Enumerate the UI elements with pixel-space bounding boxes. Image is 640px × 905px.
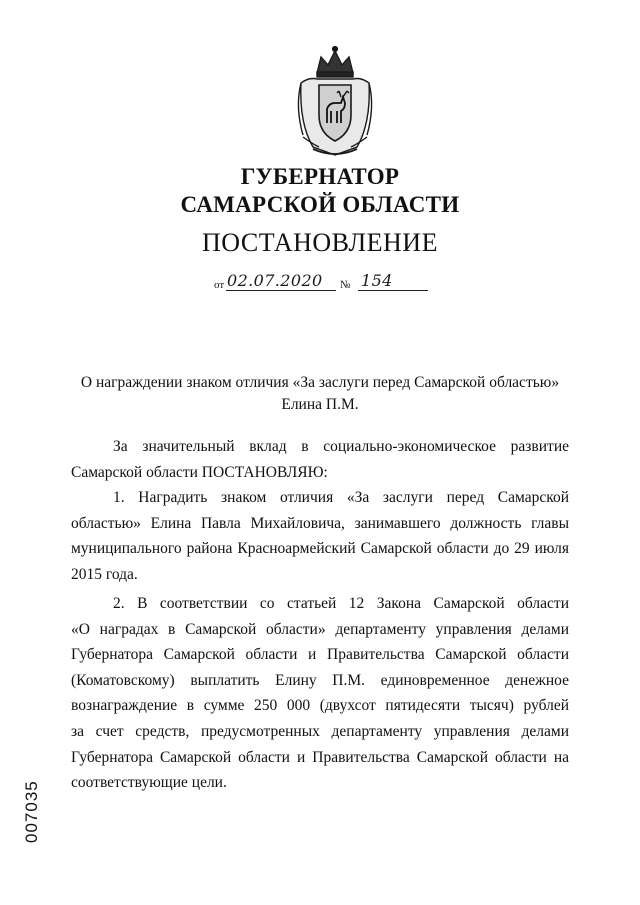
coat-of-arms-icon bbox=[291, 43, 379, 159]
paragraph-line: муниципального района Красноармейский Самарской области до 29 июля bbox=[71, 540, 569, 558]
side-stamp-wrapper bbox=[22, 780, 41, 844]
registration-row bbox=[214, 271, 434, 295]
region-title: САМАРСКОЙ ОБЛАСТИ bbox=[180, 192, 460, 217]
paragraph-line: за счет средств, предусмотренных департаменту управления делами bbox=[71, 723, 569, 740]
paragraph-line: областью» Елина Павла Михайловича, занимавшего должность главы bbox=[71, 514, 569, 532]
paragraph-line: соответствующие цели. bbox=[71, 774, 227, 792]
paragraph-line: 2. В соответствии со статьей 12 Закона Самарской области bbox=[113, 595, 569, 612]
paragraph-line: Губернатора Самарской области и Правительства Самарской области bbox=[71, 646, 569, 664]
document-serial-stamp: 007035 bbox=[22, 780, 41, 843]
paragraph-line: 1. Наградить знаком отличия «За заслуги перед Самарской bbox=[113, 489, 569, 506]
paragraph-line: «О наградах в Самарской области» департаменту управления делами bbox=[71, 620, 569, 638]
handwritten-date: 02.07.2020 bbox=[227, 271, 323, 290]
date-label: от bbox=[214, 279, 225, 291]
paragraph-line: (Коматовскому) выплатить Елину П.М. единовременное денежное bbox=[71, 671, 569, 689]
handwritten-number: 154 bbox=[361, 271, 393, 290]
subject-line: О награждении знаком отличия «За заслуги перед Самарской областью» bbox=[80, 374, 560, 391]
number-underline bbox=[358, 290, 428, 291]
subject-line: Елина П.М. bbox=[281, 396, 359, 413]
paragraph-line: вознаграждение в сумме 250 000 (двухсот пятидесяти тысяч) рублей bbox=[71, 697, 569, 715]
paragraph-line: 2015 года. bbox=[71, 565, 138, 583]
number-label: № bbox=[340, 279, 351, 291]
date-underline bbox=[226, 290, 336, 291]
paragraph-line: Самарской области ПОСТАНОВЛЯЮ: bbox=[71, 463, 328, 481]
paragraph-line: За значительный вклад в социально-экономическое развитие bbox=[113, 438, 569, 455]
governor-title: ГУБЕРНАТОР bbox=[240, 164, 400, 189]
paragraph-line: Губернатора Самарской области и Правительства Самарской области на bbox=[71, 748, 569, 766]
document-type-title: ПОСТАНОВЛЕНИЕ bbox=[202, 228, 438, 257]
